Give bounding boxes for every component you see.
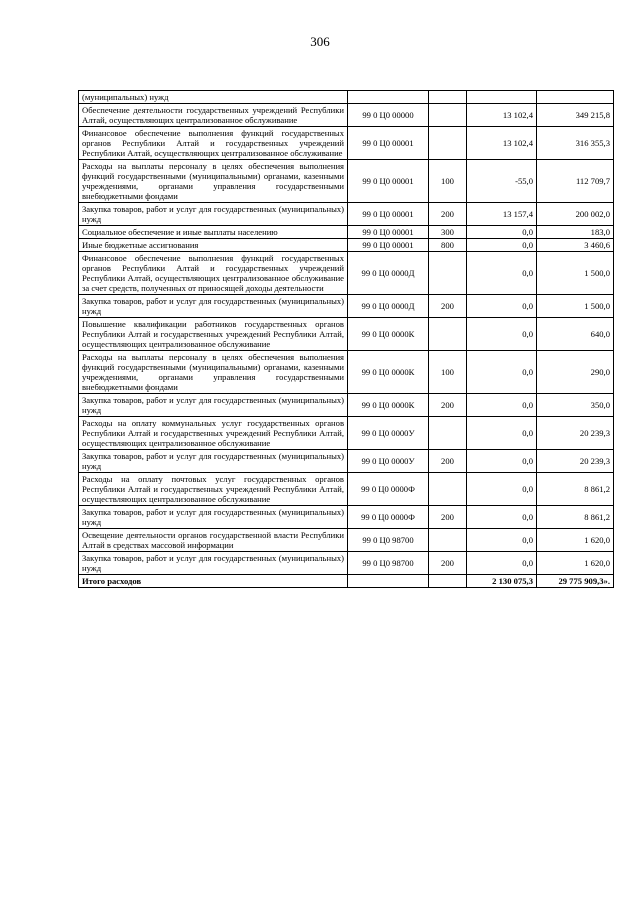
expense-type-cell <box>429 252 467 295</box>
page-number: 306 <box>310 34 330 49</box>
target-article-cell: 99 0 Ц0 0000К <box>348 351 429 394</box>
table-row <box>79 91 614 104</box>
total-amount-cell: 3 460,6 <box>537 239 614 252</box>
expense-type-cell <box>429 473 467 506</box>
change-amount-cell <box>467 91 537 104</box>
expense-type-cell <box>429 91 467 104</box>
expense-name-cell: Закупка товаров, работ и услуг для государственных (муниципальных) нужд <box>79 552 348 575</box>
change-amount-cell: 2 130 075,3 <box>467 575 537 588</box>
total-amount-cell: 640,0 <box>537 318 614 351</box>
change-amount-cell: 13 102,4 <box>467 127 537 160</box>
expense-name-cell: Итого расходов <box>79 575 348 588</box>
change-amount-cell: -55,0 <box>467 160 537 203</box>
change-amount-cell: 0,0 <box>467 252 537 295</box>
expense-type-cell: 200 <box>429 450 467 473</box>
total-row <box>79 575 614 588</box>
expense-name-cell: Закупка товаров, работ и услуг для государственных (муниципальных) нужд <box>79 394 348 417</box>
expense-type-cell <box>429 318 467 351</box>
target-article-cell: 99 0 Ц0 00001 <box>348 226 429 239</box>
target-article-cell: 99 0 Ц0 00001 <box>348 239 429 252</box>
change-amount-cell: 0,0 <box>467 318 537 351</box>
table-row <box>79 295 614 318</box>
change-amount-cell: 0,0 <box>467 226 537 239</box>
total-amount-cell: 349 215,8 <box>537 104 614 127</box>
change-amount-cell: 0,0 <box>467 473 537 506</box>
total-amount-cell: 20 239,3 <box>537 450 614 473</box>
total-amount-cell: 200 002,0 <box>537 203 614 226</box>
change-amount-cell: 0,0 <box>467 394 537 417</box>
target-article-cell: 99 0 Ц0 00001 <box>348 160 429 203</box>
total-amount-cell: 8 861,2 <box>537 506 614 529</box>
budget-table <box>78 90 614 588</box>
expense-type-cell: 100 <box>429 160 467 203</box>
expense-type-cell <box>429 127 467 160</box>
table-row <box>79 552 614 575</box>
table-row <box>79 506 614 529</box>
target-article-cell: 99 0 Ц0 0000К <box>348 318 429 351</box>
target-article-cell: 99 0 Ц0 00000 <box>348 104 429 127</box>
target-article-cell: 99 0 Ц0 0000Д <box>348 252 429 295</box>
table-row <box>79 394 614 417</box>
expense-type-cell: 200 <box>429 394 467 417</box>
change-amount-cell: 0,0 <box>467 295 537 318</box>
total-amount-cell: 1 620,0 <box>537 552 614 575</box>
expense-name-cell: Расходы на оплату почтовых услуг государственных органов Республики Алтай и государственных учреждений Республики Алтай, осуществляющих централизованное обслуживание <box>79 473 348 506</box>
table-row <box>79 104 614 127</box>
expense-type-cell: 200 <box>429 552 467 575</box>
target-article-cell <box>348 575 429 588</box>
table-row <box>79 318 614 351</box>
expense-name-cell: Расходы на выплаты персоналу в целях обеспечения выполнения функций государственными (муниципальными) органами, казенными учреждениями, органами управления государственными внебюджетными фондами <box>79 160 348 203</box>
table-row <box>79 127 614 160</box>
expense-name-cell: Финансовое обеспечение выполнения функций государственных органов Республики Алтай и государственных учреждений Республики Алтай, осуществляющих централизованное обслуживание <box>79 127 348 160</box>
expense-name-cell: Закупка товаров, работ и услуг для государственных (муниципальных) нужд <box>79 295 348 318</box>
table-row <box>79 529 614 552</box>
change-amount-cell: 0,0 <box>467 552 537 575</box>
table-row <box>79 351 614 394</box>
target-article-cell <box>348 91 429 104</box>
target-article-cell: 99 0 Ц0 0000К <box>348 394 429 417</box>
expense-type-cell <box>429 529 467 552</box>
table-row <box>79 417 614 450</box>
expense-type-cell: 200 <box>429 295 467 318</box>
table-row <box>79 160 614 203</box>
change-amount-cell: 0,0 <box>467 417 537 450</box>
table-row <box>79 473 614 506</box>
expense-type-cell: 100 <box>429 351 467 394</box>
target-article-cell: 99 0 Ц0 0000Д <box>348 295 429 318</box>
total-amount-cell: 183,0 <box>537 226 614 239</box>
target-article-cell: 99 0 Ц0 0000У <box>348 417 429 450</box>
expense-name-cell: Закупка товаров, работ и услуг для государственных (муниципальных) нужд <box>79 506 348 529</box>
change-amount-cell: 0,0 <box>467 239 537 252</box>
target-article-cell: 99 0 Ц0 0000Ф <box>348 506 429 529</box>
expense-name-cell: Иные бюджетные ассигнования <box>79 239 348 252</box>
target-article-cell: 99 0 Ц0 98700 <box>348 529 429 552</box>
total-amount-cell: 112 709,7 <box>537 160 614 203</box>
change-amount-cell: 0,0 <box>467 506 537 529</box>
change-amount-cell: 0,0 <box>467 450 537 473</box>
expense-name-cell: (муниципальных) нужд <box>79 91 348 104</box>
expense-name-cell: Расходы на выплаты персоналу в целях обеспечения выполнения функций государственными (муниципальными) органами, казенными учреждениями, органами управления государственными внебюджетными фондами <box>79 351 348 394</box>
change-amount-cell: 13 157,4 <box>467 203 537 226</box>
target-article-cell: 99 0 Ц0 0000Ф <box>348 473 429 506</box>
table-row <box>79 252 614 295</box>
expense-type-cell <box>429 104 467 127</box>
total-amount-cell: 29 775 909,3». <box>537 575 614 588</box>
total-amount-cell: 316 355,3 <box>537 127 614 160</box>
expense-type-cell <box>429 417 467 450</box>
change-amount-cell: 0,0 <box>467 529 537 552</box>
expense-name-cell: Закупка товаров, работ и услуг для государственных (муниципальных) нужд <box>79 203 348 226</box>
expense-name-cell: Расходы на оплату коммунальных услуг государственных органов Республики Алтай и государственных учреждений Республики Алтай, осуществляющих централизованное обслуживание <box>79 417 348 450</box>
target-article-cell: 99 0 Ц0 0000У <box>348 450 429 473</box>
expense-name-cell: Освещение деятельности органов государственной власти Республики Алтай в средствах массовой информации <box>79 529 348 552</box>
table-row <box>79 450 614 473</box>
target-article-cell: 99 0 Ц0 00001 <box>348 127 429 160</box>
expense-name-cell: Финансовое обеспечение выполнения функций государственных органов Республики Алтай и государственных учреждений Республики Алтай, осуществляющих централизованное обслуживание за счет средств, полученных от приносящей доходы деятельности <box>79 252 348 295</box>
expense-name-cell: Закупка товаров, работ и услуг для государственных (муниципальных) нужд <box>79 450 348 473</box>
total-amount-cell: 290,0 <box>537 351 614 394</box>
change-amount-cell: 0,0 <box>467 351 537 394</box>
table-row <box>79 239 614 252</box>
expense-name-cell: Повышение квалификации работников государственных органов Республики Алтай и государственных учреждений Республики Алтай, осуществляющих централизованное обслуживание <box>79 318 348 351</box>
total-amount-cell: 20 239,3 <box>537 417 614 450</box>
total-amount-cell <box>537 91 614 104</box>
expense-name-cell: Социальное обеспечение и иные выплаты населению <box>79 226 348 239</box>
table-row <box>79 226 614 239</box>
total-amount-cell: 8 861,2 <box>537 473 614 506</box>
expense-name-cell: Обеспечение деятельности государственных учреждений Республики Алтай, осуществляющих централизованное обслуживание <box>79 104 348 127</box>
expense-type-cell: 800 <box>429 239 467 252</box>
change-amount-cell: 13 102,4 <box>467 104 537 127</box>
total-amount-cell: 1 500,0 <box>537 295 614 318</box>
total-amount-cell: 1 620,0 <box>537 529 614 552</box>
total-amount-cell: 1 500,0 <box>537 252 614 295</box>
expense-type-cell: 200 <box>429 506 467 529</box>
target-article-cell: 99 0 Ц0 98700 <box>348 552 429 575</box>
expense-type-cell: 200 <box>429 203 467 226</box>
expense-type-cell: 300 <box>429 226 467 239</box>
table-row <box>79 203 614 226</box>
target-article-cell: 99 0 Ц0 00001 <box>348 203 429 226</box>
expense-type-cell <box>429 575 467 588</box>
total-amount-cell: 350,0 <box>537 394 614 417</box>
